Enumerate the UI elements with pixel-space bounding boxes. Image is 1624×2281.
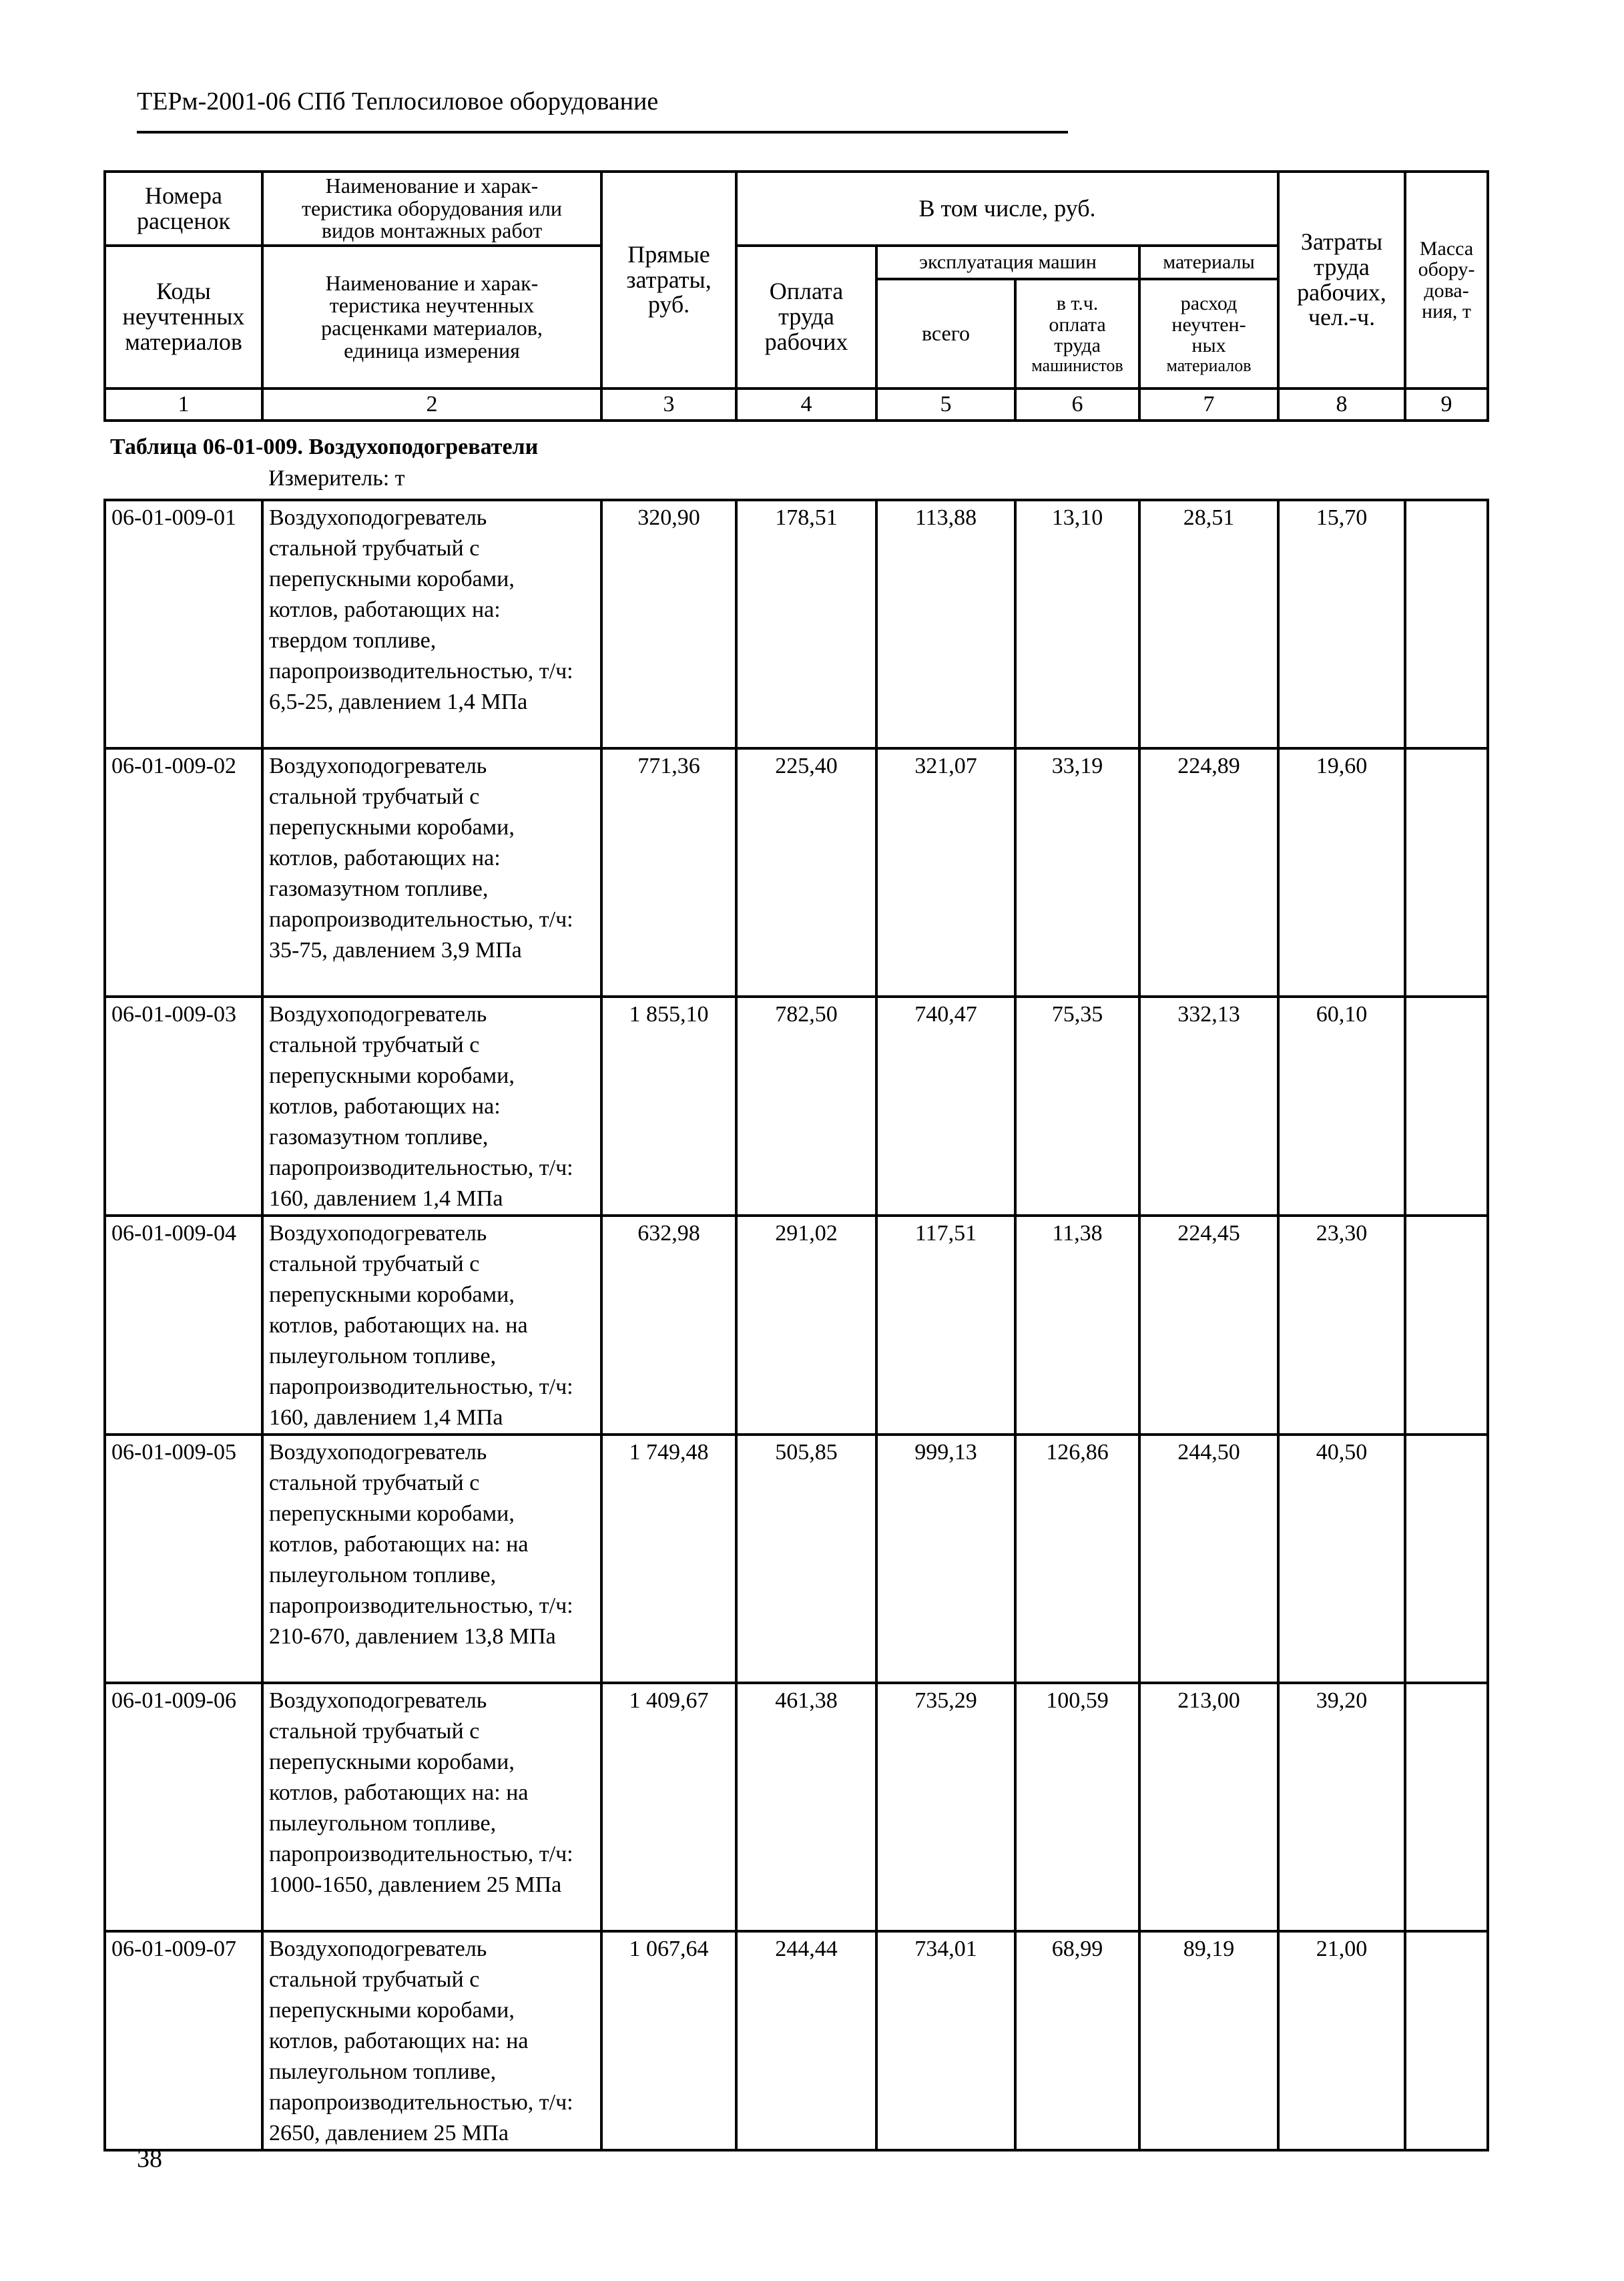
rate-code-cell: 06-01-009-02 xyxy=(105,748,262,997)
header-line: теристика оборудования или xyxy=(301,196,563,220)
labor-hours-cell: 60,10 xyxy=(1278,997,1405,1216)
work-name-line: газомазутном топливе, xyxy=(269,876,489,901)
work-name-line: Воздухоподогреватель xyxy=(269,1937,487,1961)
work-name-line: паропроизводительностью, т/ч: xyxy=(269,1374,573,1399)
labor-pay-cell: 782,50 xyxy=(736,997,876,1216)
work-name-cell xyxy=(262,1683,601,1931)
work-name-line: 35-75, давлением 3,9 МПа xyxy=(269,938,522,963)
header-line: Затраты xyxy=(1300,228,1383,255)
work-name-line: газомазутном топливе, xyxy=(269,1125,489,1150)
labor-pay-cell: 178,51 xyxy=(736,500,876,748)
materials-cell: 224,89 xyxy=(1139,748,1278,997)
direct-costs-cell: 632,98 xyxy=(601,1216,736,1435)
labor-hours-cell: 15,70 xyxy=(1278,500,1405,748)
header-direct-costs xyxy=(601,172,736,389)
work-name-line: пылеугольном топливе, xyxy=(269,1344,497,1368)
column-number: 5 xyxy=(876,389,1015,421)
header-divider xyxy=(137,131,1068,134)
table-row xyxy=(105,1435,1488,1683)
mass-cell xyxy=(1405,500,1488,748)
column-number: 2 xyxy=(262,389,601,421)
rate-code-cell: 06-01-009-04 xyxy=(105,1216,262,1435)
work-name-cell xyxy=(262,1435,601,1683)
header-line: Масса xyxy=(1419,237,1474,260)
machines-total-cell: 740,47 xyxy=(876,997,1015,1216)
labor-hours-cell: 40,50 xyxy=(1278,1435,1405,1683)
labor-pay-cell: 244,44 xyxy=(736,1931,876,2150)
work-name-line: 6,5-25, давлением 1,4 МПа xyxy=(269,690,528,714)
mass-cell xyxy=(1405,997,1488,1216)
work-name-line: Воздухоподогреватель xyxy=(269,754,487,778)
table-row xyxy=(105,1216,1488,1435)
header-line: ния, т xyxy=(1422,300,1472,322)
machines-total-cell: 321,07 xyxy=(876,748,1015,997)
work-name-cell xyxy=(262,1931,601,2150)
table-row xyxy=(105,1683,1488,1931)
work-name-line: Воздухоподогреватель xyxy=(269,1440,487,1465)
labor-hours-cell: 19,60 xyxy=(1278,748,1405,997)
rate-code-cell: 06-01-009-07 xyxy=(105,1931,262,2150)
header-line: в т.ч. xyxy=(1056,292,1099,315)
materials-cell: 244,50 xyxy=(1139,1435,1278,1683)
header-line: рабочих xyxy=(764,328,848,355)
work-name-cell xyxy=(262,1216,601,1435)
work-name-line: стальной трубчатый с xyxy=(269,536,480,561)
header-line: расценками материалов, xyxy=(321,316,543,340)
work-name-line: 2650, давлением 25 МПа xyxy=(269,2121,509,2145)
machinists-pay-cell: 68,99 xyxy=(1015,1931,1139,2150)
machinists-pay-cell: 13,10 xyxy=(1015,500,1139,748)
header-line: обору- xyxy=(1418,258,1475,280)
work-name-line: котлов, работающих на: xyxy=(269,1094,501,1119)
column-number: 9 xyxy=(1405,389,1488,421)
labor-hours-cell: 39,20 xyxy=(1278,1683,1405,1931)
rate-code-cell: 06-01-009-03 xyxy=(105,997,262,1216)
header-line: неучтен- xyxy=(1171,313,1246,336)
machinists-pay-cell: 100,59 xyxy=(1015,1683,1139,1931)
work-name-line: котлов, работающих на: на xyxy=(269,1532,529,1557)
direct-costs-cell: 1 067,64 xyxy=(601,1931,736,2150)
work-name-line: перепускными коробами, xyxy=(269,1501,515,1526)
work-name-line: перепускными коробами, xyxy=(269,1750,515,1774)
direct-costs-cell: 1 409,67 xyxy=(601,1683,736,1931)
work-name-line: котлов, работающих на: xyxy=(269,846,501,870)
header-line: труда xyxy=(778,303,834,330)
table-caption: Таблица 06-01-009. Воздухоподогреватели xyxy=(110,435,539,459)
work-name-line: пылеугольном топливе, xyxy=(269,1563,497,1587)
materials-cell: 224,45 xyxy=(1139,1216,1278,1435)
header-line: Коды xyxy=(156,278,211,305)
machinists-pay-cell: 75,35 xyxy=(1015,997,1139,1216)
work-name-line: пылеугольном топливе, xyxy=(269,1811,497,1836)
mass-cell xyxy=(1405,1683,1488,1931)
header-line: неучтенных xyxy=(122,303,245,330)
labor-hours-cell: 23,30 xyxy=(1278,1216,1405,1435)
document-header: ТЕРм-2001-06 СПб Теплосиловое оборудование xyxy=(137,87,659,115)
header-including-group: В том числе, руб. xyxy=(736,172,1278,246)
header-line: чел.-ч. xyxy=(1308,304,1376,331)
work-name-line: стальной трубчатый с xyxy=(269,784,480,809)
machines-total-cell: 113,88 xyxy=(876,500,1015,748)
header-line: расценок xyxy=(137,207,230,234)
header-line: материалов xyxy=(1166,355,1252,375)
rates-table xyxy=(103,499,1489,2151)
column-number: 1 xyxy=(105,389,262,421)
direct-costs-cell: 320,90 xyxy=(601,500,736,748)
header-machines-total: всего xyxy=(876,279,1015,389)
rate-code-cell: 06-01-009-06 xyxy=(105,1683,262,1931)
work-name-line: Воздухоподогреватель xyxy=(269,1688,487,1713)
header-line: дова- xyxy=(1424,279,1469,302)
work-name-line: паропроизводительностью, т/ч: xyxy=(269,659,573,684)
unit-of-measure: Измеритель: т xyxy=(268,466,405,491)
mass-cell xyxy=(1405,748,1488,997)
table-row xyxy=(105,997,1488,1216)
header-machines-group: эксплуатация машин xyxy=(876,246,1139,279)
work-name-line: стальной трубчатый с xyxy=(269,1033,480,1057)
table-row xyxy=(105,748,1488,997)
direct-costs-cell: 771,36 xyxy=(601,748,736,997)
work-name-cell xyxy=(262,748,601,997)
header-line: Наименование и харак- xyxy=(325,270,539,295)
header-line: руб. xyxy=(647,291,690,318)
work-name-line: твердом топливе, xyxy=(269,628,437,653)
header-unaccounted-codes xyxy=(105,246,262,389)
header-line: ных xyxy=(1191,334,1226,357)
column-number: 7 xyxy=(1139,389,1278,421)
work-name-line: Воздухоподогреватель xyxy=(269,1002,487,1027)
table-row xyxy=(105,500,1488,748)
work-name-cell xyxy=(262,500,601,748)
work-name-line: паропроизводительностью, т/ч: xyxy=(269,1593,573,1618)
materials-cell: 89,19 xyxy=(1139,1931,1278,2150)
column-number: 3 xyxy=(601,389,736,421)
materials-cell: 213,00 xyxy=(1139,1683,1278,1931)
labor-pay-cell: 461,38 xyxy=(736,1683,876,1931)
page-number: 38 xyxy=(137,2145,162,2173)
work-name-line: паропроизводительностью, т/ч: xyxy=(269,2090,573,2115)
work-name-line: 210-670, давлением 13,8 МПа xyxy=(269,1624,556,1649)
header-line: материалов xyxy=(125,328,242,355)
machines-total-cell: 734,01 xyxy=(876,1931,1015,2150)
header-line: рабочих, xyxy=(1297,278,1386,306)
work-name-line: перепускными коробами, xyxy=(269,1282,515,1307)
work-name-line: стальной трубчатый с xyxy=(269,1719,480,1744)
header-line: машинистов xyxy=(1031,355,1123,375)
header-machinists-pay xyxy=(1015,279,1139,389)
work-name-line: паропроизводительностью, т/ч: xyxy=(269,1842,573,1866)
header-line: затраты, xyxy=(626,266,712,293)
direct-costs-cell: 1 855,10 xyxy=(601,997,736,1216)
work-name-line: стальной трубчатый с xyxy=(269,1967,480,1992)
header-equipment-mass xyxy=(1405,172,1488,389)
header-materials-group: материалы xyxy=(1139,246,1278,279)
header-line: теристика неучтенных xyxy=(329,293,535,318)
mass-cell xyxy=(1405,1216,1488,1435)
table-row xyxy=(105,1931,1488,2150)
materials-cell: 332,13 xyxy=(1139,997,1278,1216)
header-line: оплата xyxy=(1049,313,1106,336)
column-header-table xyxy=(103,170,1489,422)
work-name-line: Воздухоподогреватель xyxy=(269,505,487,530)
header-line: труда xyxy=(1054,334,1101,357)
work-name-line: котлов, работающих на: на xyxy=(269,1780,529,1805)
header-line: Прямые xyxy=(627,240,710,268)
header-line: видов монтажных работ xyxy=(321,218,543,243)
direct-costs-cell: 1 749,48 xyxy=(601,1435,736,1683)
work-name-line: 1000-1650, давлением 25 МПа xyxy=(269,1872,562,1897)
labor-pay-cell: 505,85 xyxy=(736,1435,876,1683)
header-labor-hours xyxy=(1278,172,1405,389)
machinists-pay-cell: 33,19 xyxy=(1015,748,1139,997)
rate-code-cell: 06-01-009-05 xyxy=(105,1435,262,1683)
machines-total-cell: 117,51 xyxy=(876,1216,1015,1435)
column-number: 4 xyxy=(736,389,876,421)
work-name-line: перепускными коробами, xyxy=(269,1063,515,1088)
work-name-line: котлов, работающих на. на xyxy=(269,1313,528,1338)
work-name-line: котлов, работающих на: на xyxy=(269,2029,529,2053)
labor-hours-cell: 21,00 xyxy=(1278,1931,1405,2150)
machines-total-cell: 735,29 xyxy=(876,1683,1015,1931)
labor-pay-cell: 225,40 xyxy=(736,748,876,997)
work-name-line: 160, давлением 1,4 МПа xyxy=(269,1405,503,1430)
header-line: единица измерения xyxy=(344,338,520,362)
machines-total-cell: 999,13 xyxy=(876,1435,1015,1683)
labor-pay-cell: 291,02 xyxy=(736,1216,876,1435)
header-line: Номера xyxy=(144,182,223,209)
header-line: Наименование и харак- xyxy=(325,174,539,198)
header-labor-pay xyxy=(736,246,876,389)
materials-cell: 28,51 xyxy=(1139,500,1278,748)
work-name-line: Воздухоподогреватель xyxy=(269,1221,487,1246)
column-number: 6 xyxy=(1015,389,1139,421)
work-name-line: пылеугольном топливе, xyxy=(269,2059,497,2084)
work-name-cell xyxy=(262,997,601,1216)
work-name-line: паропроизводительностью, т/ч: xyxy=(269,907,573,932)
header-rate-numbers xyxy=(105,172,262,246)
work-name-line: стальной трубчатый с xyxy=(269,1471,480,1495)
header-line: Оплата xyxy=(769,278,844,305)
header-unaccounted-materials xyxy=(1139,279,1278,389)
mass-cell xyxy=(1405,1435,1488,1683)
work-name-line: перепускными коробами, xyxy=(269,815,515,840)
header-work-name xyxy=(262,172,601,246)
rate-code-cell: 06-01-009-01 xyxy=(105,500,262,748)
mass-cell xyxy=(1405,1931,1488,2150)
work-name-line: перепускными коробами, xyxy=(269,1998,515,2023)
machinists-pay-cell: 11,38 xyxy=(1015,1216,1139,1435)
machinists-pay-cell: 126,86 xyxy=(1015,1435,1139,1683)
header-unaccounted-materials-name xyxy=(262,246,601,389)
header-line: труда xyxy=(1314,253,1370,280)
work-name-line: перепускными коробами, xyxy=(269,567,515,591)
header-line: расход xyxy=(1180,292,1238,315)
work-name-line: паропроизводительностью, т/ч: xyxy=(269,1156,573,1180)
column-number: 8 xyxy=(1278,389,1405,421)
work-name-line: котлов, работающих на: xyxy=(269,597,501,622)
work-name-line: 160, давлением 1,4 МПа xyxy=(269,1186,503,1211)
work-name-line: стальной трубчатый с xyxy=(269,1252,480,1276)
